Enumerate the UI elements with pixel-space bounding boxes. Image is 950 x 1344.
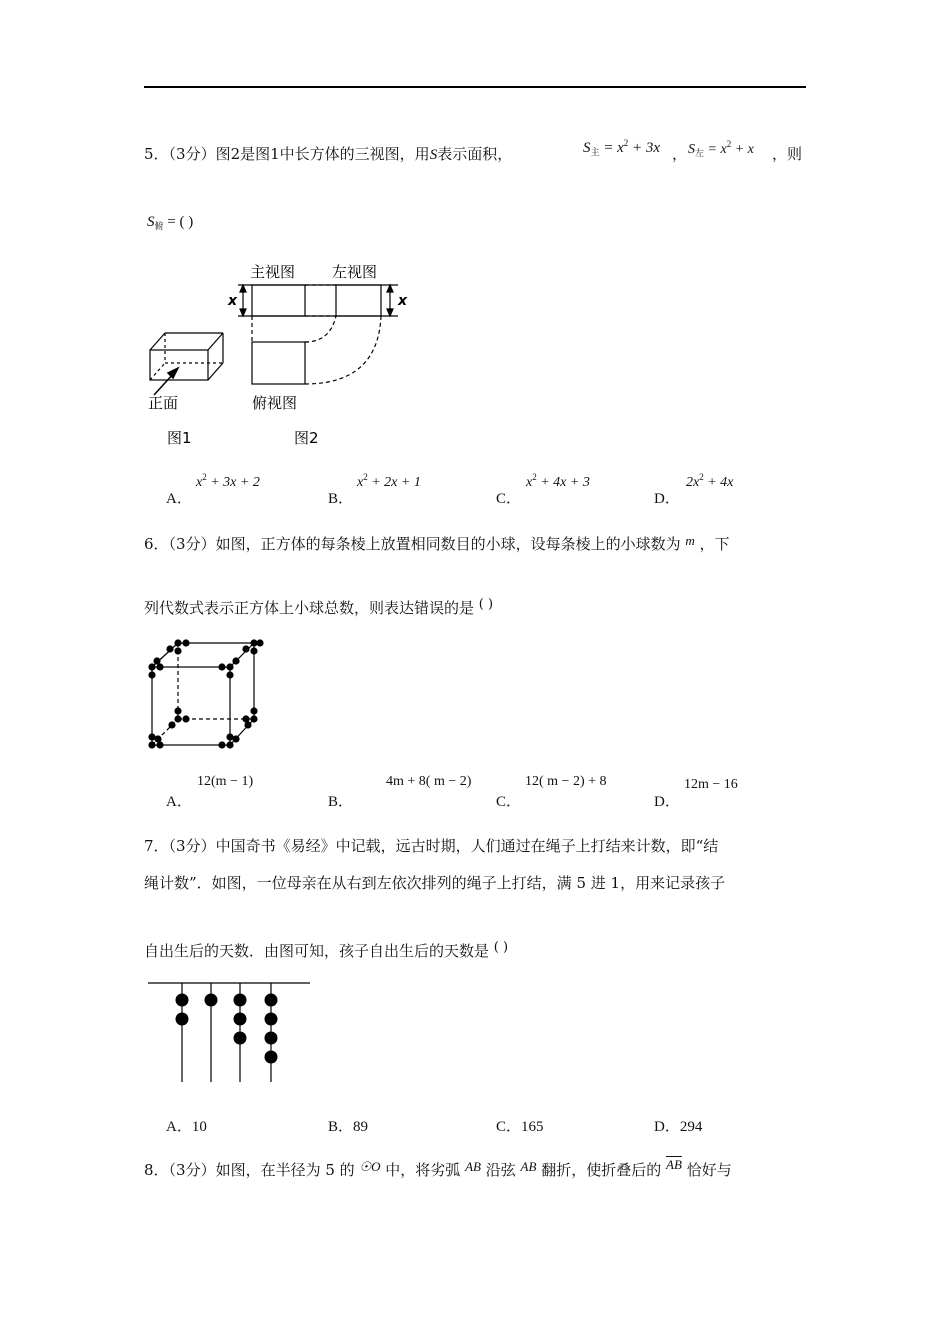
q6-option-b-formula: 4m + 8( m − 2) xyxy=(386,774,472,789)
rope-knot xyxy=(265,1051,278,1064)
q5-option-a-formula: $x^2 + 3x + 2$ xyxy=(196,472,260,490)
x-dim-left: x xyxy=(228,293,238,309)
q5-figure xyxy=(140,255,430,455)
q7-option-c[interactable]: C．165 xyxy=(496,1119,544,1135)
ball-dot xyxy=(148,663,155,670)
ball-dot xyxy=(182,639,189,646)
main-view-label: 主视图 xyxy=(250,263,296,281)
ball-dot xyxy=(182,715,189,722)
q7-knot-figure xyxy=(144,975,319,1090)
q5-option-d-formula: $2x^2 + 4x$ xyxy=(686,472,734,490)
rope-knot xyxy=(234,1013,247,1026)
fig1-label: 图1 xyxy=(167,429,192,447)
q5-ask: $S_俯$ = ( ) xyxy=(147,214,194,231)
rope-knot xyxy=(176,994,189,1007)
q5-option-c-formula: $x^2 + 4x + 3$ xyxy=(526,472,590,490)
ball-dot xyxy=(174,647,181,654)
q8-stem: 8．（3分）如图，在半径为 5 的 ☉O 中，将劣弧 AB 沿弦 AB 翻折，使折叠后的 $\overline{AB}$ 恰好与 xyxy=(144,1157,732,1179)
rope-knot xyxy=(234,994,247,1007)
ball-dot xyxy=(174,639,181,646)
q5-option-a-label[interactable]: A． xyxy=(166,491,192,507)
main-view-rect xyxy=(252,285,305,316)
rope-knot xyxy=(234,1032,247,1045)
ball-dot xyxy=(166,645,173,652)
rope-knot xyxy=(265,1032,278,1045)
cuboid-fig1 xyxy=(150,333,223,380)
q6-stem-line2: 列代数式表示正方体上小球总数，则表达错误的是 ( ) xyxy=(144,597,494,617)
ball-dot xyxy=(250,647,257,654)
ball-dot xyxy=(218,663,225,670)
q5-comma: ， xyxy=(672,145,688,163)
q7-stem-line2: 绳计数”．如图，一位母亲在从右到左依次排列的绳子上打结，满 5 进 1，用来记录孩子 xyxy=(144,874,726,892)
top-view-rect xyxy=(252,342,305,384)
q6-option-a-label[interactable]: A． xyxy=(166,794,192,810)
rope-knot xyxy=(205,994,218,1007)
front-arrow xyxy=(154,368,178,395)
q5-option-b-label[interactable]: B． xyxy=(328,491,354,507)
q5-stem: 5．（3分）图2是图1中长方体的三视图，用S表示面积， xyxy=(144,145,513,163)
ball-dot xyxy=(256,639,263,646)
q7-stem-line1: 7．（3分）中国奇书《易经》中记载，远古时期，人们通过在绳子上打结来计数，即“结 xyxy=(144,837,719,855)
ball-dot xyxy=(148,671,155,678)
q5-then: ，则 xyxy=(772,145,803,163)
ball-dot xyxy=(232,657,239,664)
q6-option-c-label[interactable]: C． xyxy=(496,794,522,810)
q5-s-left-formula: $S_左 = x^2 + x$ xyxy=(688,139,754,158)
fig2-label: 图2 xyxy=(294,429,319,447)
q7-option-d[interactable]: D．294 xyxy=(654,1119,703,1135)
ball-dot xyxy=(226,741,233,748)
q6-option-c-formula: 12( m − 2) + 8 xyxy=(525,774,607,789)
ball-dot xyxy=(174,715,181,722)
ball-dot xyxy=(242,645,249,652)
rope-knot xyxy=(176,1013,189,1026)
q7-option-b[interactable]: B．89 xyxy=(328,1119,369,1135)
ball-dot xyxy=(174,707,181,714)
ball-dot xyxy=(148,741,155,748)
ball-dot xyxy=(250,707,257,714)
left-view-rect xyxy=(336,285,381,316)
header-rule xyxy=(144,86,806,88)
q5-option-d-label[interactable]: D． xyxy=(654,491,680,507)
ball-dot xyxy=(218,741,225,748)
q7-stem-line3: 自出生后的天数．由图可知，孩子自出生后的天数是 ( ) xyxy=(144,940,509,960)
left-view-label: 左视图 xyxy=(332,263,378,281)
q6-cube-figure xyxy=(140,635,270,755)
q5-option-b-formula: $x^2 + 2x + 1$ xyxy=(357,472,421,490)
front-label: 正面 xyxy=(148,394,179,412)
ball-dot xyxy=(168,721,175,728)
q6-stem-line1: 6．（3分）如图，正方体的每条棱上放置相同数目的小球，设每条棱上的小球数为 m ，下 xyxy=(144,533,730,553)
rope-knot xyxy=(265,994,278,1007)
q6-option-a-formula: 12(m − 1) xyxy=(197,774,254,789)
ball-dot xyxy=(232,735,239,742)
ball-dot xyxy=(153,657,160,664)
rope-knot xyxy=(265,1013,278,1026)
q5-option-c-label[interactable]: C． xyxy=(496,491,522,507)
ball-dot xyxy=(154,735,161,742)
q6-option-b-label[interactable]: B． xyxy=(328,794,354,810)
q5-s-main-formula: $S_主 = x^2 + 3x$ xyxy=(583,138,661,157)
ball-dot xyxy=(244,721,251,728)
x-dim-right: x xyxy=(398,293,408,309)
ball-dot xyxy=(226,663,233,670)
top-view-label: 俯视图 xyxy=(252,394,298,412)
q6-option-d-label[interactable]: D． xyxy=(654,794,680,810)
ball-dot xyxy=(226,671,233,678)
ball-dot xyxy=(250,715,257,722)
q6-option-d-formula: 12m − 16 xyxy=(684,777,738,792)
q7-option-a[interactable]: A．10 xyxy=(166,1119,207,1135)
